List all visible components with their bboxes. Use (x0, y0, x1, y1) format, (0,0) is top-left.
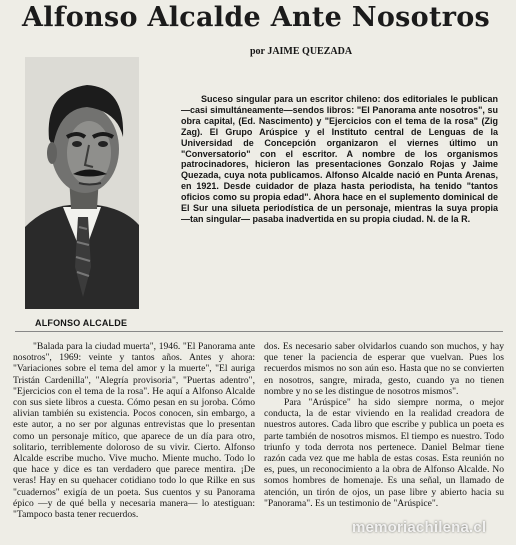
photo-caption: ALFONSO ALCALDE (35, 318, 128, 328)
editor-intro: Suceso singular para un escritor chileno: dos editoriales le publican —casi simultáneamente—sendos libros: "El Panorama ante nosotros", su obra capital, (Ed. Nascimento) y "Ejercicios con el tema de la rosa" (Zig Zag). El Grupo Arúspice y el Instituto central de Lenguas de la Universidad de Concepción organizaron el viernes último un "Conversatorio" con el escritor. A nombre de los organismos patrocinadores, hicieron las presentaciones Gonzalo Rojas y Jaime Quezada, cuya nota publicamos. Alfonso Alcalde nació en Punta Arenas, en 1921. Desde cuidador de plaza hasta periodista, ha tenido "tantos oficios como su propia edad". Ahora hace en el suplemento dominical de El Sur una silueta periodística de un personaje, mientras la suya propia —tan singular— pasaba inadvertida en su propia ciudad. N. de la R. (181, 94, 498, 224)
article-title: Alfonso Alcalde Ante Nosotros (22, 2, 491, 33)
body-column-right (264, 341, 504, 545)
section-divider (15, 331, 503, 332)
body-paragraph: dos. Es necesario saber olvidarlos cuando son muchos, y hay que tener la paciencia de esperar que vuelvan. Pues los recuerdos mismos no son aún eso. Hasta que no se convierten en nosotros, sangre, mirada, gesto, cuando ya no tienen nombre y no se les distingue de nosotros mismos". (264, 341, 504, 397)
author-photo (25, 57, 139, 309)
watermark: memoriachilena.cl (352, 519, 487, 536)
body-paragraph: Para "Arúspice" ha sido siempre norma, o mejor conducta, la de estar viviendo en la realidad creadora de nuestros autores. Cada libro que escribe y publica un poeta es parte también de nosotros mismos. El tiempo es nuestro. Todo triunfo y toda derrota nos pertenece. Daniel Belmar tiene razón cada vez que me habla de estas cosas. Esta reunión no es, pues, un reconocimiento a la obra de Alfonso Alcalde. No somos hombres de homenaje. Es una señal, un llamado de atención, un tirón de ojos, un pase libre y abierto hacia su "Panorama". Es un testimonio de "Arúspice". (264, 397, 504, 509)
byline: por JAIME QUEZADA (250, 46, 353, 57)
body-paragraph: "Balada para la ciudad muerta", 1946. "El Panorama ante nosotros", 1969: veinte y tantos años. Antes y ahora: "Variaciones sobre el tema del amor y la muerte", "El auriga Tristán Cardenilla", "Alegría provisoria", "Puertas adentro", "Ejercicios con el tema de la rosa". He aquí a Alfonso Alcalde con sus siete libros a cuesta. Cómo pesan en su joroba. Cómo alivian también su existencia. Pocos conocen, sin embargo, a este autor, a no ser por algunas entrevistas que lo presentan como un personaje mítico, que aparece de un día para otro, solitario, terriblemente doloroso de su vivir. Cierto. Alfonso Alcalde escribe mucho. Vive mucho. Miente mucho. Todo lo que hace y dice es tan verdadero que parece mentira. ¡De veras! Hay en su quehacer cotidiano todo lo que Rilke en sus "cuadernos" exigía de un poeta. Sus cuentos y su Panorama épico —y de qué bella y necesaria manera— lo atestiguan: "Tampoco basta tener recuerdos. (13, 341, 255, 521)
body-column-left (13, 341, 255, 545)
